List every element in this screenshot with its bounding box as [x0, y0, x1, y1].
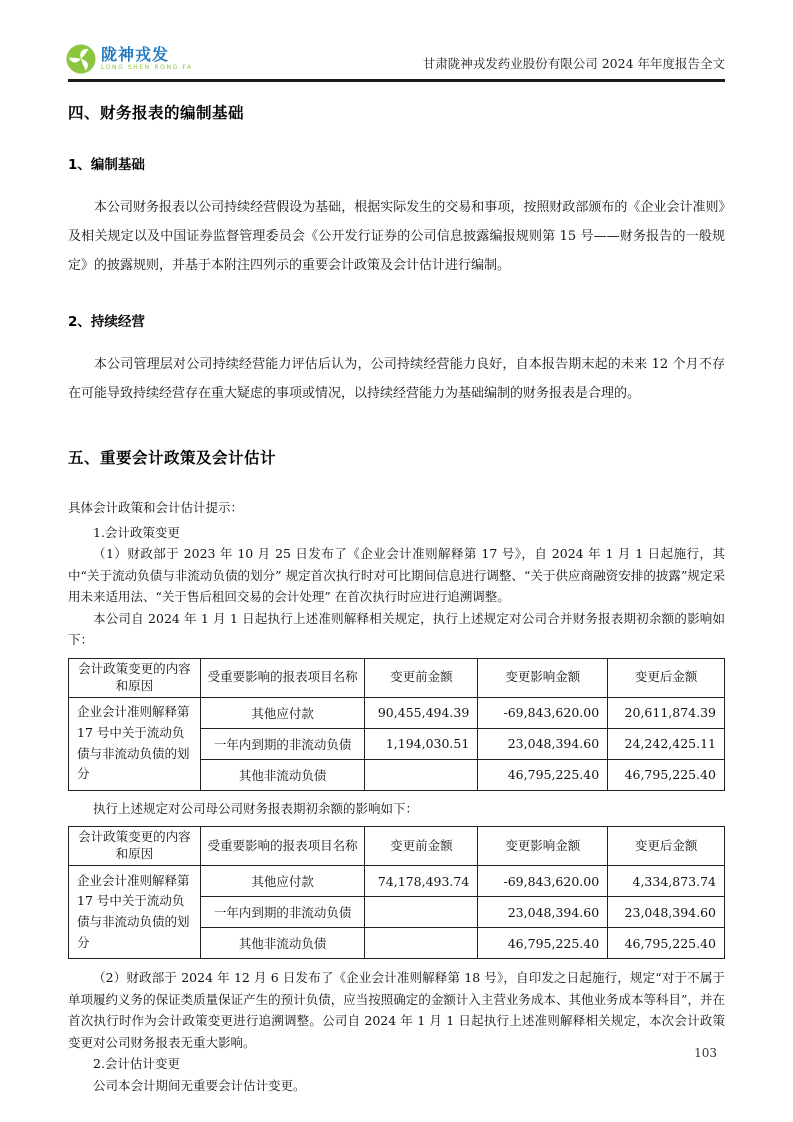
after-amount-cell: 4,334,873.74: [608, 866, 725, 897]
before-amount-cell: [365, 928, 478, 959]
item-cell: 其他非流动负债: [200, 759, 365, 790]
col-header-before: 变更前金额: [365, 827, 478, 866]
logo-chinese-name: 陇神戎发: [101, 45, 170, 64]
pinwheel-logo-icon: [66, 44, 96, 74]
after-amount-cell: 46,795,225.40: [608, 759, 725, 790]
reason-cell: 企业会计准则解释第 17 号中关于流动负债与非流动负债的划分: [69, 866, 201, 959]
page-content: [0, 101, 793, 1096]
subsection-1-title: 1、编制基础: [68, 157, 145, 173]
after-amount-cell: 46,795,225.40: [608, 928, 725, 959]
col-header-after: 变更后金额: [608, 658, 725, 697]
logo-english-name: LONG SHEN RONG FA: [101, 64, 193, 71]
after-amount-cell: 20,611,874.39: [608, 697, 725, 728]
policy-change-paragraph-2: （2）财政部于 2024 年 12 月 6 日发布了《企业会计准则解释第 18 号》，自印发之日起施行，规定“对于不属于单项履约义务的保证类质量保证产生的预计负债，应当按照确定的金额计入主营业务成本、其他业务成本等科目”，并在首次执行时作为会计政策变更进行追溯调整。公司自 2024 年 1 月 1 日起执行上述准则解释相关规定，本次会计政策变更对公司财务报表无重大影响。: [68, 970, 725, 1050]
col-header-reason: 会计政策变更的内容和原因: [69, 658, 201, 697]
logo-text: [101, 47, 193, 71]
col-header-impact: 变更影响金额: [478, 827, 608, 866]
col-header-item: 受重要影响的报表项目名称: [200, 658, 365, 697]
document-title: 甘肃陇神戎发药业股份有限公司 2024 年年度报告全文: [422, 56, 725, 71]
subsection-2-title: 2、持续经营: [68, 314, 145, 330]
consolidated-impact-table: [68, 658, 725, 791]
impact-amount-cell: 46,795,225.40: [478, 928, 608, 959]
estimate-change-item: 2.会计估计变更: [93, 1056, 180, 1071]
col-header-before: 变更前金额: [365, 658, 478, 697]
header-divider: [68, 79, 725, 82]
before-amount-cell: [365, 897, 478, 928]
before-amount-cell: [365, 759, 478, 790]
before-amount-cell: 90,455,494.39: [365, 697, 478, 728]
estimate-change-paragraph: 公司本会计期间无重要会计估计变更。: [93, 1077, 306, 1093]
parent-company-impact-table: [68, 826, 725, 959]
policy-intro: 具体会计政策和会计估计提示：: [68, 500, 244, 515]
item-cell: 其他应付款: [200, 866, 365, 897]
impact-amount-cell: -69,843,620.00: [478, 697, 608, 728]
col-header-reason: 会计政策变更的内容和原因: [69, 827, 201, 866]
section-heading-4: 四、财务报表的编制基础: [68, 104, 245, 122]
item-cell: 一年内到期的非流动负债: [200, 728, 365, 759]
page-header: [0, 0, 793, 79]
reason-cell: 企业会计准则解释第 17 号中关于流动负债与非流动负债的划分: [69, 697, 201, 790]
col-header-item: 受重要影响的报表项目名称: [200, 827, 365, 866]
section-heading-5: 五、重要会计政策及会计估计: [68, 449, 277, 467]
consolidated-table-caption: 本公司自 2024 年 1 月 1 日起执行上述准则解释相关规定，执行上述规定对公司合并财务报表期初余额的影响如下：: [68, 610, 725, 647]
after-amount-cell: 23,048,394.60: [608, 897, 725, 928]
before-amount-cell: 1,194,030.51: [365, 728, 478, 759]
impact-amount-cell: -69,843,620.00: [478, 866, 608, 897]
subsection-2-paragraph: 本公司管理层对公司持续经营能力评估后认为，公司持续经营能力良好，自本报告期末起的未来 12 个月不存在可能导致持续经营存在重大疑虑的事项或情况，以持续经营能力为基础编制的财务报表是合理的。: [68, 357, 725, 401]
item-cell: 其他应付款: [200, 697, 365, 728]
page-number: 103: [694, 1046, 717, 1060]
policy-change-item: 1.会计政策变更: [93, 524, 180, 540]
col-header-impact: 变更影响金额: [478, 658, 608, 697]
impact-amount-cell: 46,795,225.40: [478, 759, 608, 790]
impact-amount-cell: 23,048,394.60: [478, 728, 608, 759]
impact-amount-cell: 23,048,394.60: [478, 897, 608, 928]
policy-change-paragraph-1: （1）财政部于 2023 年 10 月 25 日发布了《企业会计准则解释第 17 号》，自 2024 年 1 月 1 日起施行，其中“关于流动负债与非流动负债的划分” 规定首次执行时对可比期间信息进行调整、“关于供应商融资安排的披露”规定采用未来适用法、“关于售后租回交易的会计处理” 在首次执行时应进行追溯调整。: [68, 546, 725, 604]
table-row: [69, 697, 725, 728]
item-cell: 其他非流动负债: [200, 928, 365, 959]
table-header-row: [69, 827, 725, 866]
table-row: [69, 866, 725, 897]
col-header-after: 变更后金额: [608, 827, 725, 866]
subsection-1-paragraph: 本公司财务报表以公司持续经营假设为基础，根据实际发生的交易和事项，按照财政部颁布的《企业会计准则》及相关规定以及中国证券监督管理委员会《公开发行证券的公司信息披露编报规则第 15 号——财务报告的一般规定》的披露规则，并基于本附注四列示的重要会计政策及会计估计进行编制。: [68, 200, 725, 273]
parent-table-caption: 执行上述规定对公司母公司财务报表期初余额的影响如下：: [93, 800, 419, 816]
item-cell: 一年内到期的非流动负债: [200, 897, 365, 928]
table-header-row: [69, 658, 725, 697]
after-amount-cell: 24,242,425.11: [608, 728, 725, 759]
before-amount-cell: 74,178,493.74: [365, 866, 478, 897]
company-logo: [66, 44, 193, 74]
